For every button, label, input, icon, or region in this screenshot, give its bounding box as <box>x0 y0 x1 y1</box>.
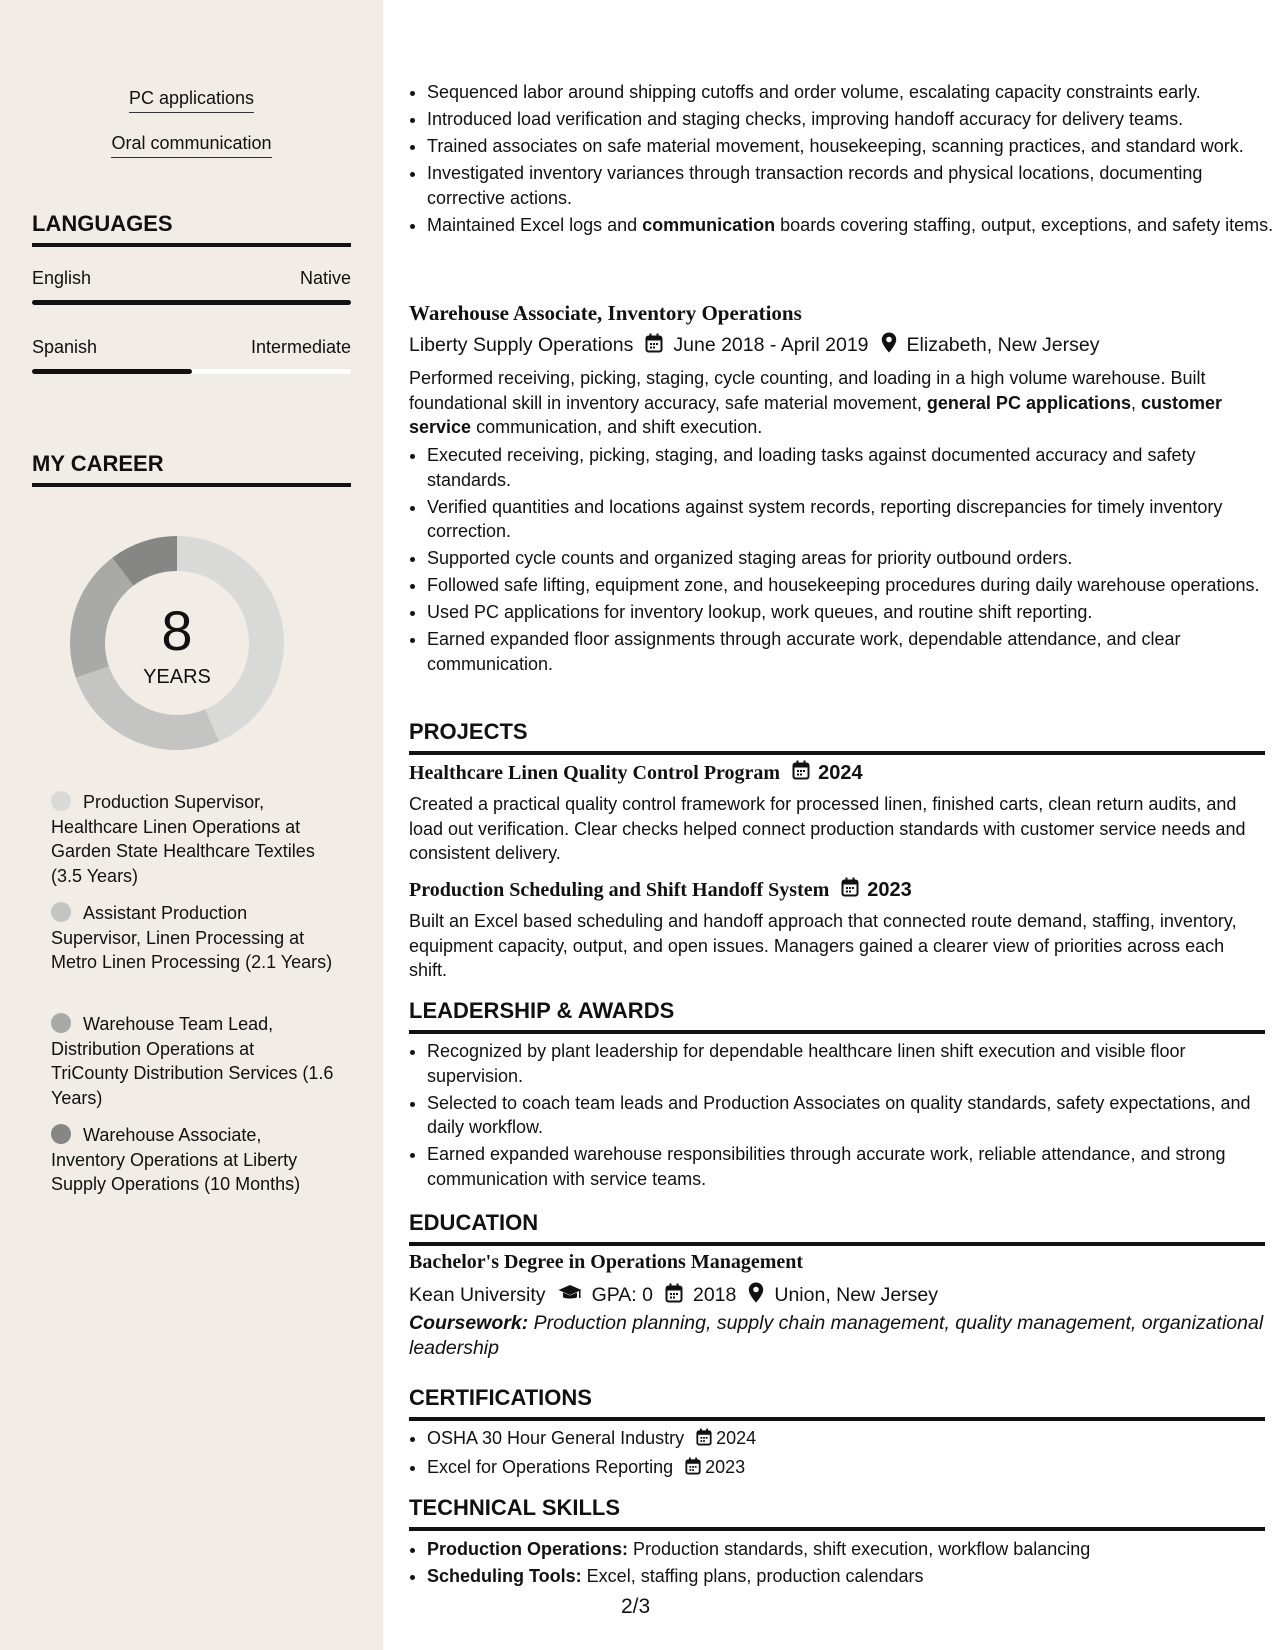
calendar-icon <box>696 1428 712 1453</box>
language-level: Intermediate <box>250 337 351 357</box>
list-item: • Earned expanded floor assignments through accurate work, dependable attendance, and clear communication. <box>427 627 1275 676</box>
list-item: • Investigated inventory variances through transaction records and physical locations, documenting corrective actions. <box>427 161 1275 210</box>
job-title: Warehouse Associate, Inventory Operations <box>409 301 802 325</box>
main-content <box>383 0 1275 1650</box>
previous-job-bullets <box>409 80 1275 240</box>
career-legend-item: Production Supervisor, Healthcare Linen Operations at Garden State Healthcare Textiles (3.5 Years) <box>51 792 315 886</box>
awards-heading: LEADERSHIP & AWARDS <box>409 998 1265 1034</box>
career-donut-chart <box>64 530 290 756</box>
list-item: • Introduced load verification and staging checks, improving handoff accuracy for delivery teams. <box>427 107 1275 132</box>
school-name: Kean University <box>409 1284 546 1306</box>
list-item: • Sequenced labor around shipping cutoffs and order volume, escalating capacity constraints early. <box>427 80 1275 105</box>
projects-heading: PROJECTS <box>409 719 1265 755</box>
list-item: • Used PC applications for inventory lookup, work queues, and routine shift reporting. <box>427 600 1275 625</box>
job-summary: Performed receiving, picking, staging, cycle counting, and loading in a high volume warehouse. Built foundational skill in inventory accuracy, safe material movement, general PC applications, customer service communication, and shift execution. <box>409 368 1223 437</box>
donut-segment <box>70 558 133 678</box>
job-location: Elizabeth, New Jersey <box>906 334 1100 356</box>
language-proficiency-fill <box>32 300 351 305</box>
career-legend-item: Warehouse Associate, Inventory Operations at Liberty Supply Operations (10 Months) <box>51 1125 301 1194</box>
calendar-icon <box>685 1457 701 1482</box>
list-item: • Scheduling Tools: Excel, staffing plans, production calendars <box>427 1564 1275 1589</box>
language-proficiency-bar <box>32 300 351 305</box>
career-legend-item: Warehouse Team Lead, Distribution Operations at TriCounty Distribution Services (1.6 Years) <box>51 1014 334 1108</box>
project-year: 2024 <box>818 761 863 784</box>
career-total-unit: YEARS <box>143 666 211 688</box>
location-pin-icon <box>881 332 897 359</box>
language-name: Spanish <box>32 337 98 357</box>
list-item: • Maintained Excel logs and communication boards covering staffing, output, exceptions, and safety items. <box>427 213 1275 238</box>
calendar-icon <box>792 760 810 786</box>
coursework: Coursework: Production planning, supply chain management, quality management, organizational leadership <box>409 1312 1264 1359</box>
legend-dot-icon <box>51 902 71 922</box>
legend-dot-icon <box>51 1124 71 1144</box>
job-bullets <box>409 443 1275 679</box>
list-item: • Executed receiving, picking, staging, and loading tasks against documented accuracy and safety standards. <box>427 443 1275 492</box>
calendar-icon <box>841 877 859 903</box>
project-description: Created a practical quality control framework for processed linen, finished carts, clean return audits, and load out verification. Clear checks helped connect production standards with customer service needs and consistent delivery. <box>409 794 1246 863</box>
list-item: • OSHA 30 Hour General Industry 2024 <box>427 1426 1275 1453</box>
list-item: • Selected to coach team leads and Production Associates on quality standards, safety expectations, and daily workflow. <box>427 1091 1275 1140</box>
sidebar <box>0 0 383 1650</box>
certifications-heading: CERTIFICATIONS <box>409 1385 1265 1421</box>
school-location: Union, New Jersey <box>774 1284 939 1306</box>
career-heading: MY CAREER <box>32 451 351 487</box>
calendar-icon <box>645 333 663 359</box>
list-item: • Earned expanded warehouse responsibilities through accurate work, reliable attendance, and strong communication with service teams. <box>427 1142 1275 1191</box>
career-legend-item: Assistant Production Supervisor, Linen Processing at Metro Linen Processing (2.1 Years) <box>51 903 333 972</box>
legend-dot-icon <box>51 1013 71 1033</box>
language-level: Native <box>299 268 351 288</box>
list-item: • Supported cycle counts and organized staging areas for priority outbound orders. <box>427 546 1275 571</box>
certifications-list <box>409 1426 1275 1484</box>
graduation-cap-icon <box>558 1284 582 1308</box>
list-item: • Trained associates on safe material movement, housekeeping, scanning practices, and standard work. <box>427 134 1275 159</box>
education-meta <box>409 1282 1265 1309</box>
degree-title: Bachelor's Degree in Operations Management <box>409 1251 804 1273</box>
technical-skills-heading: TECHNICAL SKILLS <box>409 1495 1265 1531</box>
skill-item: Oral communication <box>0 133 383 158</box>
graduation-year: 2018 <box>692 1284 737 1306</box>
calendar-icon <box>665 1283 683 1309</box>
project-title: Production Scheduling and Shift Handoff System 2023 <box>409 877 1265 903</box>
list-item: • Verified quantities and locations against system records, reporting discrepancies for timely inventory correction. <box>427 495 1275 544</box>
language-proficiency-fill <box>32 369 192 374</box>
company-name: Liberty Supply Operations <box>409 334 634 356</box>
list-item: • Recognized by plant leadership for dependable healthcare linen shift execution and visible floor supervision. <box>427 1039 1275 1088</box>
job-meta <box>409 332 1265 359</box>
project-year: 2023 <box>867 878 912 901</box>
technical-skills-list <box>409 1537 1275 1591</box>
legend-dot-icon <box>51 791 71 811</box>
donut-segment <box>177 536 284 741</box>
list-item: • Followed safe lifting, equipment zone, and housekeeping procedures during daily warehouse operations. <box>427 573 1275 598</box>
location-pin-icon <box>748 1282 764 1309</box>
career-total-number: 8 <box>161 599 193 662</box>
language-proficiency-bar <box>32 369 351 374</box>
gpa: GPA: 0 <box>591 1284 653 1306</box>
list-item: • Production Operations: Production standards, shift execution, workflow balancing <box>427 1537 1275 1562</box>
languages-heading: LANGUAGES <box>32 211 351 247</box>
language-row <box>32 268 351 289</box>
project-title: Healthcare Linen Quality Control Program 2024 <box>409 760 1265 786</box>
list-item: • Excel for Operations Reporting 2023 <box>427 1455 1275 1482</box>
job-dates: June 2018 - April 2019 <box>673 334 869 356</box>
education-heading: EDUCATION <box>409 1210 1265 1246</box>
skill-item: PC applications <box>0 88 383 113</box>
language-row <box>32 337 351 358</box>
project-description: Built an Excel based scheduling and handoff approach that connected route demand, staffing, inventory, equipment capacity, output, and open issues. Managers gained a clearer view of priorities across each shift. <box>409 911 1237 980</box>
page-number: 2/3 <box>621 1595 651 1618</box>
awards-list <box>409 1039 1275 1194</box>
language-name: English <box>32 268 92 288</box>
